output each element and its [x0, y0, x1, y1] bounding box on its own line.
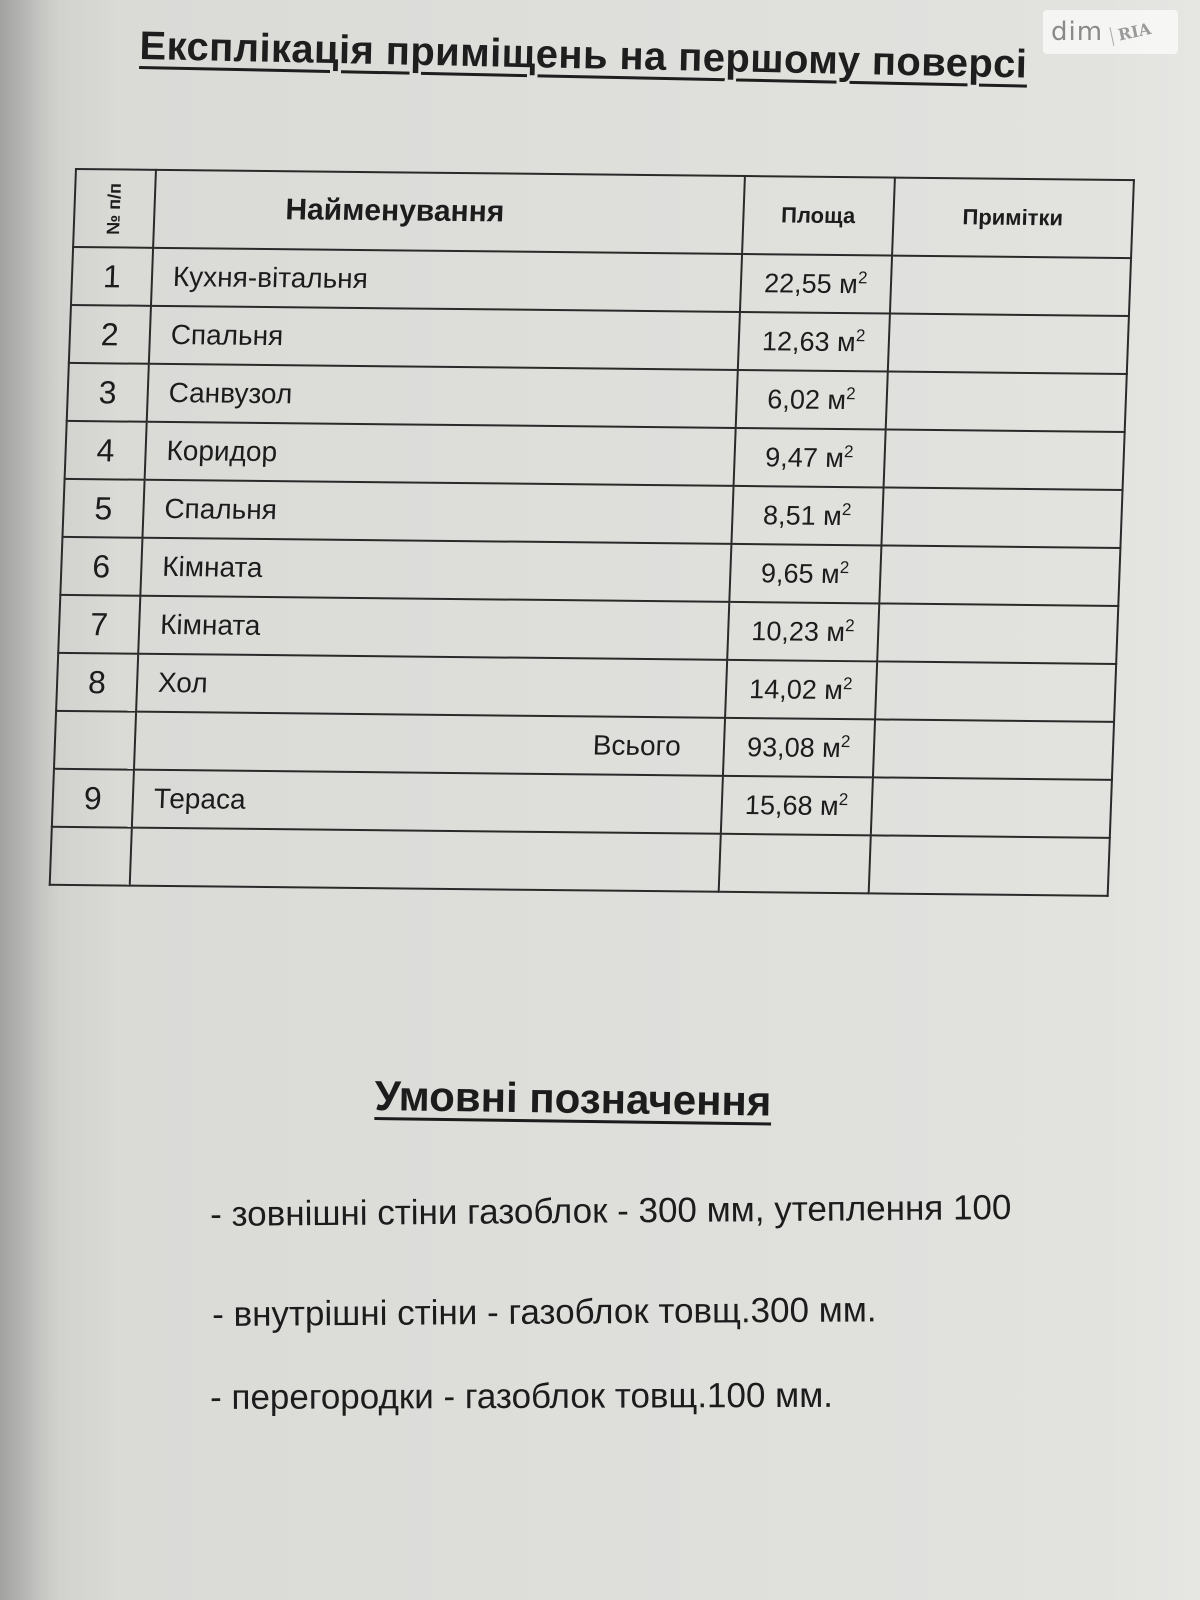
room-note [881, 487, 1123, 547]
room-area-value: 6,02 м [766, 384, 847, 416]
row-number: 2 [69, 305, 151, 364]
header-area: Площа [742, 176, 895, 256]
room-area-value: 9,65 м [760, 558, 841, 590]
empty-cell [130, 828, 721, 892]
header-notes: Примітки [892, 178, 1134, 258]
room-name: Кімната [140, 538, 731, 602]
empty-cell [718, 834, 870, 894]
total-number-cell [54, 711, 136, 770]
room-name: Кухня-вітальня [151, 248, 742, 312]
explication-table [49, 168, 1135, 897]
room-area [740, 254, 892, 314]
room-note [877, 603, 1119, 663]
empty-cell [868, 835, 1110, 895]
row-number: 3 [67, 363, 149, 422]
unit-exponent: 2 [839, 558, 850, 578]
page-title: Експлікація приміщень на першому поверсі [139, 24, 1028, 87]
room-area [738, 312, 890, 372]
room-note [879, 545, 1121, 605]
row-number: 9 [52, 769, 134, 828]
room-name: Коридор [144, 422, 735, 486]
table-header-row [73, 169, 1134, 258]
room-note [885, 372, 1127, 432]
room-area [735, 370, 887, 430]
watermark-text: dim [1051, 17, 1104, 47]
room-area-value: 22,55 м [763, 268, 859, 300]
room-area [725, 660, 877, 720]
room-note [875, 661, 1117, 721]
row-number: 5 [62, 479, 144, 538]
room-name: Тераса [132, 770, 723, 834]
room-area [727, 602, 879, 662]
room-area [721, 776, 873, 836]
legend-item-internal-walls: - внутрішні стіни - газоблок товщ.300 мм. [212, 1290, 877, 1334]
room-name: Кімната [138, 596, 729, 660]
room-name: Спальня [149, 306, 740, 370]
empty-cell [50, 827, 132, 886]
unit-exponent: 2 [840, 732, 851, 752]
room-name: Хол [136, 654, 727, 718]
legend-item-partitions: - перегородки - газоблок товщ.100 мм. [210, 1375, 834, 1417]
unit-exponent: 2 [855, 326, 866, 346]
total-label: Всього [134, 712, 725, 776]
unit-exponent: 2 [857, 268, 868, 288]
header-number [73, 169, 156, 248]
room-area [733, 428, 885, 488]
room-area-value: 8,51 м [762, 500, 843, 532]
room-note [887, 314, 1129, 374]
watermark-seal-icon: RIA [1110, 19, 1153, 46]
header-number-label: № п/п [103, 182, 125, 235]
row-number: 8 [56, 653, 138, 712]
row-number: 7 [58, 595, 140, 654]
room-note [883, 429, 1125, 489]
unit-exponent: 2 [845, 384, 857, 404]
table-empty-row [50, 827, 1110, 896]
total-area-value: 93,08 м [746, 732, 842, 764]
room-name: Санвузол [147, 364, 738, 428]
legend-title: Умовні позначення [374, 1072, 772, 1125]
room-area-value: 9,47 м [764, 442, 845, 474]
room-name: Спальня [142, 480, 733, 544]
room-area-value: 12,63 м [761, 326, 857, 358]
room-note [890, 256, 1132, 316]
unit-exponent: 2 [842, 674, 853, 694]
total-note [873, 719, 1115, 779]
unit-exponent: 2 [838, 790, 849, 810]
total-area [723, 718, 875, 778]
room-area-value: 14,02 м [748, 674, 844, 706]
room-area [731, 486, 883, 546]
room-area-value: 10,23 м [750, 616, 846, 648]
header-name: Найменування [153, 170, 745, 254]
explication-table-wrapper [49, 168, 1135, 897]
unit-exponent: 2 [844, 616, 856, 636]
unit-exponent: 2 [841, 500, 852, 520]
row-number: 1 [71, 247, 153, 306]
room-note [870, 777, 1112, 837]
room-area-value: 15,68 м [744, 790, 840, 822]
unit-exponent: 2 [843, 442, 854, 462]
room-area [729, 544, 881, 604]
row-number: 6 [60, 537, 142, 596]
legend-item-external-walls: - зовнішні стіни газоблок - 300 мм, утеплення 100 [210, 1188, 1012, 1234]
row-number: 4 [65, 421, 147, 480]
